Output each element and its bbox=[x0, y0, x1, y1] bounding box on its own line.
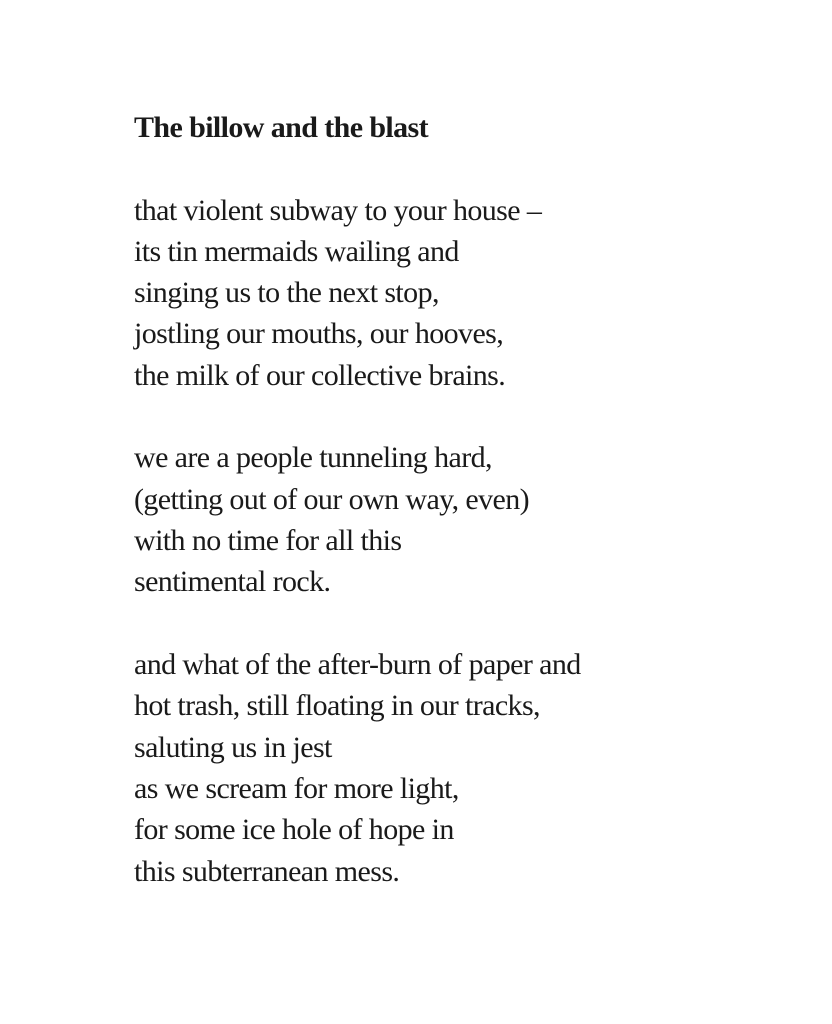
poem-line: hot trash, still floating in our tracks, bbox=[134, 689, 540, 723]
poem-line: this subterranean mess. bbox=[134, 854, 400, 888]
poem-line: that violent subway to your house – bbox=[134, 193, 542, 227]
poem-line: with no time for all this bbox=[134, 524, 402, 558]
poem-line: jostling our mouths, our hooves, bbox=[134, 317, 504, 351]
poem-line: its tin mermaids wailing and bbox=[134, 234, 459, 268]
poem-line: saluting us in jest bbox=[134, 730, 332, 764]
poem bbox=[134, 107, 774, 892]
stanza-1 bbox=[134, 190, 774, 396]
poem-line: and what of the after-burn of paper and bbox=[134, 648, 581, 682]
poem-line: as we scream for more light, bbox=[134, 772, 459, 806]
poem-line: we are a people tunneling hard, bbox=[134, 441, 492, 475]
poem-title: The billow and the blast bbox=[134, 111, 429, 144]
poem-line: (getting out of our own way, even) bbox=[134, 482, 530, 516]
poem-line: sentimental rock. bbox=[134, 565, 331, 599]
stanza-2 bbox=[134, 437, 774, 602]
poem-line: singing us to the next stop, bbox=[134, 276, 439, 310]
poem-line: the milk of our collective brains. bbox=[134, 358, 506, 392]
stanza-3 bbox=[134, 644, 774, 892]
poem-line: for some ice hole of hope in bbox=[134, 813, 454, 847]
